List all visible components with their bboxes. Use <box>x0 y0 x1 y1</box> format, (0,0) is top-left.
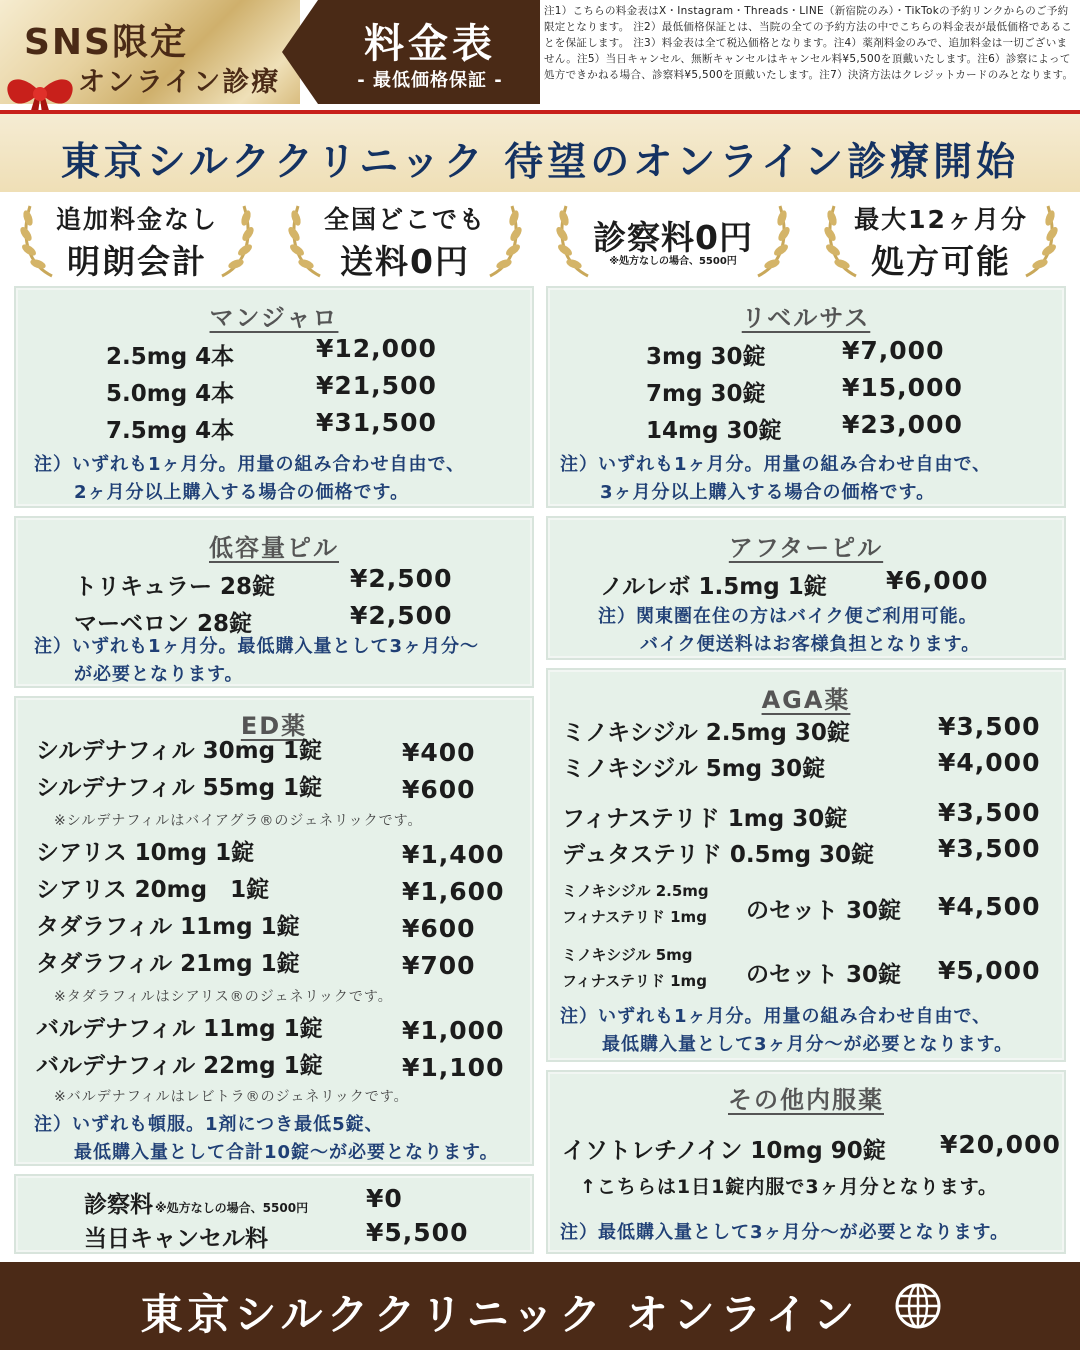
generic-note: ※タダラフィルはシアリス®のジェネリックです。 <box>54 989 393 1005</box>
banner <box>0 114 1080 192</box>
item-name: バルデナフィル 11mg 1錠 <box>36 1016 323 1042</box>
item-price: ¥1,600 <box>402 877 505 906</box>
generic-note: ※シルデナフィルはバイアグラ®のジェネリックです。 <box>54 813 423 829</box>
item-price: ¥31,500 <box>316 408 437 437</box>
panel-fees <box>14 1174 534 1254</box>
item-name: シアリス 10mg 1錠 <box>36 840 255 866</box>
item-name: ノルレボ 1.5mg 1錠 <box>600 574 827 600</box>
item-name: 7.5mg 4本 <box>106 418 235 444</box>
panel-title: その他内服薬 <box>728 1086 884 1114</box>
panel-afterpill <box>546 516 1066 660</box>
panel-title: マンジャロ <box>209 304 339 332</box>
item-name: 7mg 30錠 <box>646 381 766 407</box>
price-table-title: 料金表 <box>364 21 496 67</box>
item-name: デュタステリド 0.5mg 30錠 <box>562 842 875 868</box>
feature-line2: 明朗会計 <box>67 242 207 281</box>
set-line: ミノキシジル 5mg <box>562 946 693 964</box>
item-name: シアリス 20mg 1錠 <box>36 877 270 903</box>
item-name: シルデナフィル 30mg 1錠 <box>36 738 323 764</box>
panel-aga <box>546 668 1066 1062</box>
set-label: のセット 30錠 <box>746 898 902 924</box>
panel-title: アフターピル <box>728 534 884 562</box>
item-price: ¥700 <box>402 951 476 980</box>
feature-line2: ※処方なしの場合、5500円 <box>609 256 737 267</box>
online-label: オンライン診療 <box>78 67 281 98</box>
item-price: ¥600 <box>402 914 476 943</box>
feature-line1: 追加料金なし <box>55 205 218 234</box>
item-sub: ↑こちらは1日1錠内服で3ヶ月分となります。 <box>580 1176 999 1198</box>
item-price: ¥1,000 <box>402 1016 505 1045</box>
panel-note: 3ヶ月分以上購入する場合の価格です。 <box>600 482 936 503</box>
feature-12-months <box>816 196 1066 282</box>
feature-line1: 診察料0円 <box>593 218 753 257</box>
item-price: ¥2,500 <box>350 564 453 593</box>
panel-note: 2ヶ月分以上購入する場合の価格です。 <box>74 482 410 503</box>
item-price: ¥21,500 <box>316 371 437 400</box>
feature-free-shipping <box>280 196 530 282</box>
panel-note: 注）いずれも1ヶ月分。用量の組み合わせ自由で、 <box>34 454 466 475</box>
set-line: ミノキシジル 2.5mg <box>562 882 709 900</box>
panel-note: が必要となります。 <box>74 664 244 685</box>
set-price: ¥5,000 <box>938 956 1041 985</box>
item-price: ¥4,000 <box>938 748 1041 777</box>
feature-line1: 最大12ヶ月分 <box>854 205 1028 234</box>
panel-note: 注）関東圏在住の方はバイク便ご利用可能。 <box>598 606 978 627</box>
panel-other <box>546 1070 1066 1254</box>
set-label: のセット 30錠 <box>746 962 902 988</box>
item-price: ¥1,100 <box>402 1053 505 1082</box>
panel-title: AGA薬 <box>761 686 851 714</box>
item-name: タダラフィル 21mg 1錠 <box>36 951 300 977</box>
panel-note: 最低購入量として3ヶ月分～が必要となります。 <box>602 1034 1014 1055</box>
panel-rybelsus <box>546 286 1066 508</box>
item-price: ¥23,000 <box>842 410 963 439</box>
item-price: ¥3,500 <box>938 798 1041 827</box>
panel-pill <box>14 516 534 688</box>
exam-fee-text: 診察料 <box>84 1192 153 1218</box>
feature-line2: 処方可能 <box>871 242 1011 281</box>
cancel-fee-label: 当日キャンセル料 <box>84 1226 268 1252</box>
item-name: 2.5mg 4本 <box>106 344 235 370</box>
set-price: ¥4,500 <box>938 892 1041 921</box>
item-name: イソトレチノイン 10mg 90錠 <box>562 1138 886 1164</box>
panel-note: バイク便送料はお客様負担となります。 <box>640 634 981 655</box>
terms-notes: 注1）こちらの料金表はX・Instagram・Threads・LINE（新宿院のみ）・TikTokの予約リンクからのご予約限定となります。 注2）最低価格保証とは、当院の全ての予約方法の中でこちらの料金表が最低価格であることを保証します。 注3）料金表は全て税込価格となります。注4）薬剤料金のみで、追加料金は一切ございません。注5）当日キャンセル、無断キャンセルはキャンセル料¥5,500を頂戴いたします。注6）診察によって処方できかねる場合、診察料¥5,500を頂戴いたします。注7）決済方法はクレジットカードのみとなります。 <box>544 5 1074 81</box>
item-price: ¥20,000 <box>940 1130 1061 1159</box>
sns-label: SNS限定 <box>24 22 188 63</box>
panel-note: 注）いずれも1ヶ月分。最低購入量として3ヶ月分～ <box>34 636 480 657</box>
exam-fee-condition: ※処方なしの場合、5500円 <box>155 1201 309 1215</box>
item-price: ¥3,500 <box>938 834 1041 863</box>
item-name: ミノキシジル 5mg 30錠 <box>562 756 826 782</box>
panel-title: リベルサス <box>741 304 871 332</box>
item-price: ¥6,000 <box>886 566 989 595</box>
feature-no-extra-fee <box>12 196 262 282</box>
item-price: ¥400 <box>402 738 476 767</box>
item-price: ¥15,000 <box>842 373 963 402</box>
item-name: バルデナフィル 22mg 1錠 <box>36 1053 323 1079</box>
item-name: 5.0mg 4本 <box>106 381 235 407</box>
set-line: フィナステリド 1mg <box>562 972 707 990</box>
panel-title: 低容量ピル <box>209 534 339 562</box>
feature-line1: 全国どこでも <box>323 205 486 234</box>
item-name: シルデナフィル 55mg 1錠 <box>36 775 323 801</box>
generic-note: ※バルデナフィルはレビトラ®のジェネリックです。 <box>54 1089 409 1105</box>
item-price: ¥600 <box>402 775 476 804</box>
item-name: ミノキシジル 2.5mg 30錠 <box>562 720 850 746</box>
item-name: トリキュラー 28錠 <box>74 574 276 600</box>
price-guarantee: - 最低価格保証 - <box>357 70 503 91</box>
exam-fee-price: ¥0 <box>366 1184 403 1213</box>
exam-fee-label <box>84 1186 308 1219</box>
panel-ed <box>14 696 534 1166</box>
panel-title: ED薬 <box>240 712 308 740</box>
item-price: ¥7,000 <box>842 336 945 365</box>
banner-headline: 東京シルククリニック 待望のオンライン診療開始 <box>60 140 1020 185</box>
footer-brand: 東京シルククリニック オンライン <box>140 1290 860 1339</box>
panel-note: 注）いずれも頓服。1剤につき最低5錠、 <box>34 1114 384 1135</box>
item-price: ¥1,400 <box>402 840 505 869</box>
panel-note: 注）最低購入量として3ヶ月分～が必要となります。 <box>560 1222 1010 1243</box>
panel-mounjaro <box>14 286 534 508</box>
item-name: マーベロン 28錠 <box>74 611 253 637</box>
panel-note: 注）いずれも1ヶ月分。用量の組み合わせ自由で、 <box>560 1006 992 1027</box>
feature-line2: 送料0円 <box>340 242 470 281</box>
set-line: フィナステリド 1mg <box>562 908 707 926</box>
item-name: 3mg 30錠 <box>646 344 766 370</box>
item-price: ¥12,000 <box>316 334 437 363</box>
item-name: タダラフィル 11mg 1錠 <box>36 914 300 940</box>
panel-note: 最低購入量として合計10錠～が必要となります。 <box>74 1142 499 1163</box>
footer <box>0 1262 1080 1350</box>
item-name: 14mg 30錠 <box>646 418 782 444</box>
globe-icon <box>894 1282 942 1330</box>
feature-exam-free <box>548 196 798 282</box>
panel-note: 注）いずれも1ヶ月分。用量の組み合わせ自由で、 <box>560 454 992 475</box>
item-price: ¥2,500 <box>350 601 453 630</box>
cancel-fee-price: ¥5,500 <box>366 1218 469 1247</box>
header <box>0 0 1080 104</box>
item-price: ¥3,500 <box>938 712 1041 741</box>
item-name: フィナステリド 1mg 30錠 <box>562 806 848 832</box>
